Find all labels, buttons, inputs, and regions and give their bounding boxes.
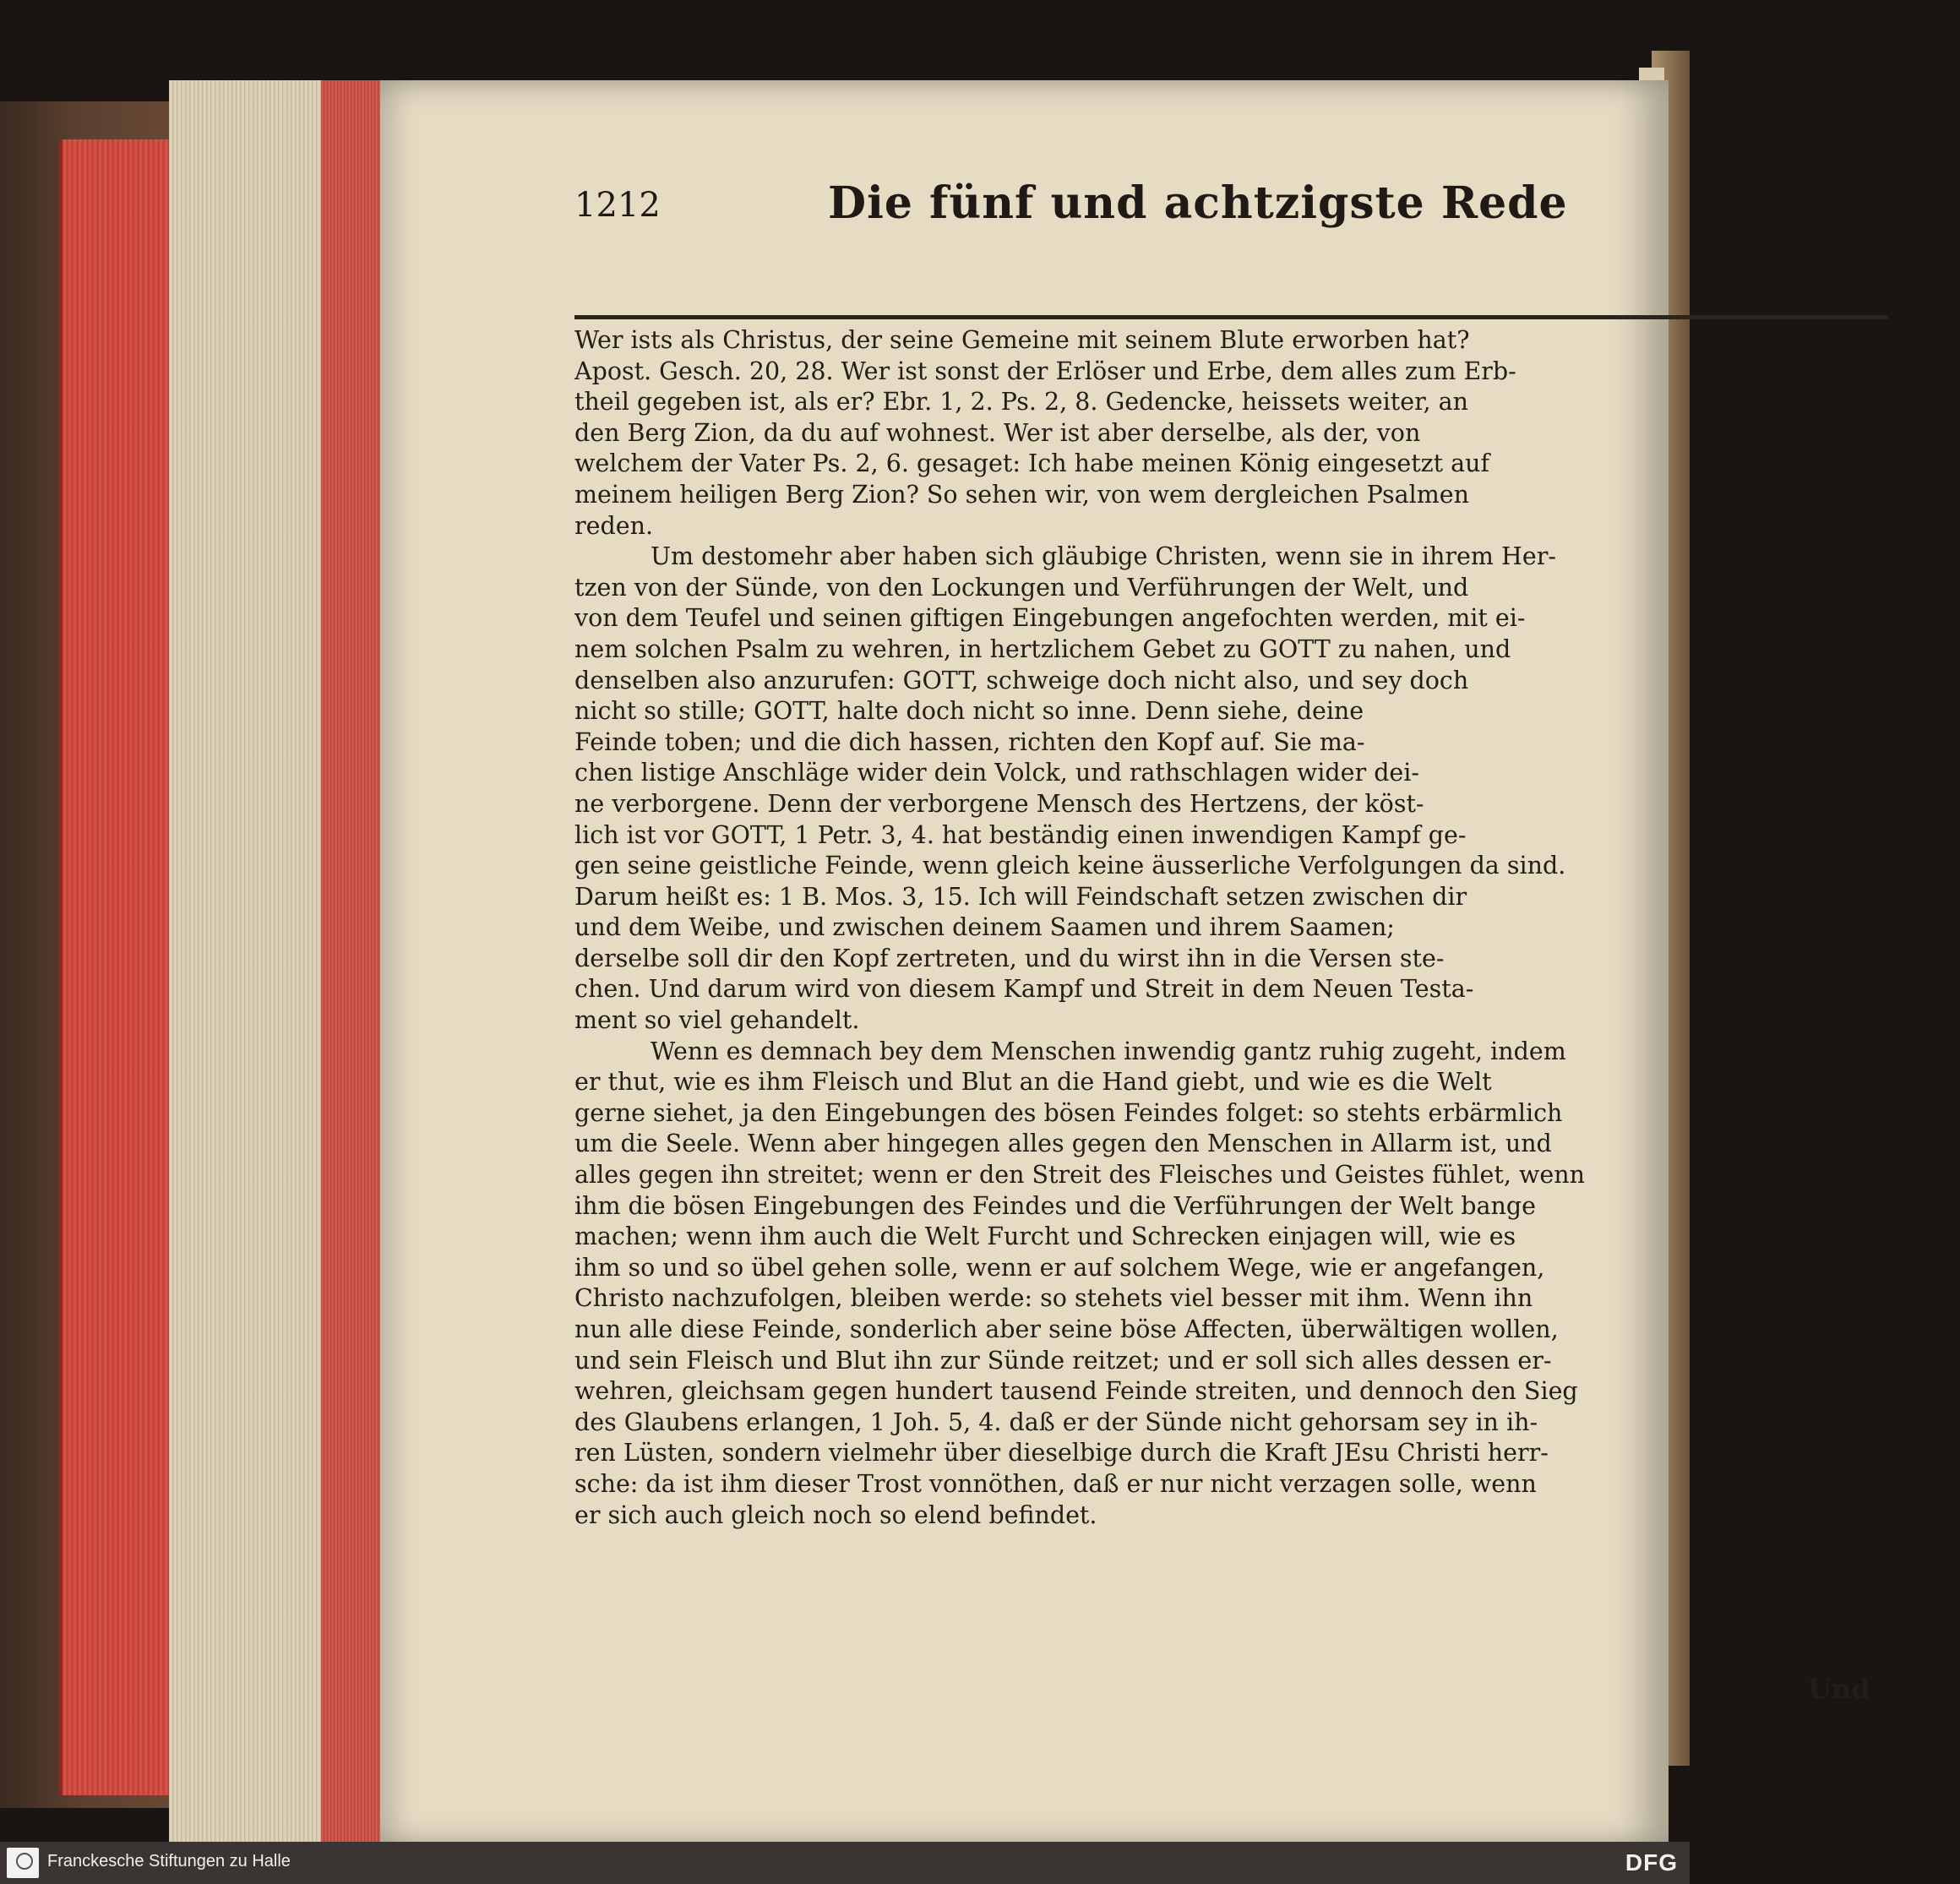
viewer-footer [0,1842,1690,1884]
text-line: nicht so stille; GOTT, halte doch nicht so inne. Denn siehe, deine [574,697,1364,726]
text-line: derselbe soll dir den Kopf zertreten, und du wirst ihn in die Versen ste- [574,944,1445,972]
dfg-logo: DFG [1625,1849,1678,1876]
text-line: ne verborgene. Denn der verborgene Mensch des Hertzens, der köst- [574,789,1424,818]
institution-name: Franckesche Stiftungen zu Halle [47,1852,291,1870]
text-line: Wer ists als Christus, der seine Gemeine mit seinem Blute erworben hat? [574,326,1470,354]
text-line: Um destomehr aber haben sich gläubige Christen, wenn sie in ihrem Her- [651,542,1556,571]
text-line: machen; wenn ihm auch die Welt Furcht und Schrecken einjagen will, wie es [574,1222,1516,1251]
text-line: tzen von der Sünde, von den Lockungen und Verführungen der Welt, und [574,573,1469,602]
text-line: gen seine geistliche Feinde, wenn gleich keine äusserliche Verfolgungen da sind. [574,852,1566,880]
body-text [574,325,1892,1531]
text-line: Feinde toben; und die dich hassen, richten den Kopf auf. Sie ma- [574,727,1365,756]
text-line: Apost. Gesch. 20, 28. Wer ist sonst der Erlöser und Erbe, dem alles zum Erb- [574,357,1516,385]
red-fore-edge [59,139,172,1795]
text-line: ihm so und so übel gehen solle, wenn er auf solchem Wege, wie er angefangen, [574,1253,1545,1282]
page-number: 1212 [574,186,661,225]
text-line: welchem der Vater Ps. 2, 6. gesaget: Ich habe meinen König eingesetzt auf [574,449,1490,478]
text-line: des Glaubens erlangen, 1 Joh. 5, 4. daß er der Sünde nicht gehorsam sey in ih- [574,1408,1538,1436]
text-line: reden. [574,511,654,540]
running-head: Die fünf und achtzigste Rede [828,177,1568,229]
text-line: nun alle diese Feinde, sonderlich aber seine böse Affecten, überwältigen wollen, [574,1315,1559,1343]
text-line: und sein Fleisch und Blut ihn zur Sünde reitzet; und er soll sich alles dessen er- [574,1346,1552,1375]
text-line: ment so viel gehandelt. [574,1006,860,1035]
book-page [380,80,1870,1846]
text-line: Christo nachzufolgen, bleiben werde: so stehets viel besser mit ihm. Wenn ihn [574,1284,1533,1313]
institution-logo-icon [7,1848,39,1878]
page-stack-red-edge [321,80,384,1846]
text-line: alles gegen ihn streitet; wenn er den Streit des Fleisches und Geistes fühlet, wenn [574,1161,1585,1190]
text-line: Darum heißt es: 1 B. Mos. 3, 15. Ich will Feindschaft setzen zwischen dir [574,882,1467,911]
page-header [574,177,1960,245]
text-line: theil gegeben ist, als er? Ebr. 1, 2. Ps. 2, 8. Gedencke, heissets weiter, an [574,388,1469,417]
text-line: er thut, wie es ihm Fleisch und Blut an die Hand giebt, und wie es die Welt [574,1068,1492,1097]
text-line: gerne siehet, ja den Eingebungen des bösen Feindes folget: so stehts erbärmlich [574,1098,1563,1127]
text-line: wehren, gleichsam gegen hundert tausend Feinde streiten, und dennoch den Sieg [574,1377,1578,1406]
text-line: Wenn es demnach bey dem Menschen inwendig gantz ruhig zugeht, indem [651,1037,1566,1065]
text-line: von dem Teufel und seinen giftigen Eingebungen angefochten werden, mit ei- [574,604,1526,633]
text-line: nem solchen Psalm zu wehren, in hertzlichem Gebet zu GOTT zu nahen, und [574,634,1511,663]
text-line: denselben also anzurufen: GOTT, schweige doch nicht also, und sey doch [574,666,1469,694]
text-line: meinem heiligen Berg Zion? So sehen wir, von wem dergleichen Psalmen [574,480,1469,509]
text-line: um die Seele. Wenn aber hingegen alles gegen den Menschen in Allarm ist, und [574,1130,1552,1158]
text-line: ren Lüsten, sondern vielmehr über dieselbige durch die Kraft JEsu Christi herr- [574,1439,1549,1467]
header-rule [574,315,1888,319]
text-line: den Berg Zion, da du auf wohnest. Wer ist aber derselbe, als der, von [574,418,1421,447]
text-line: er sich auch gleich noch so elend befindet. [574,1500,1097,1529]
text-line: chen listige Anschläge wider dein Volck, und rathschlagen wider dei- [574,759,1420,787]
catchword: Und [1808,1673,1870,1705]
text-line: chen. Und darum wird von diesem Kampf und Streit in dem Neuen Testa- [574,975,1474,1004]
text-line: sche: da ist ihm dieser Trost vonnöthen, daß er nur nicht verzagen solle, wenn [574,1469,1537,1498]
text-line: lich ist vor GOTT, 1 Petr. 3, 4. hat beständig einen inwendigen Kampf ge- [574,820,1467,849]
text-line: und dem Weibe, und zwischen deinem Saamen und ihrem Saamen; [574,913,1395,942]
text-line: ihm die bösen Eingebungen des Feindes und die Verführungen der Welt bange [574,1191,1536,1220]
